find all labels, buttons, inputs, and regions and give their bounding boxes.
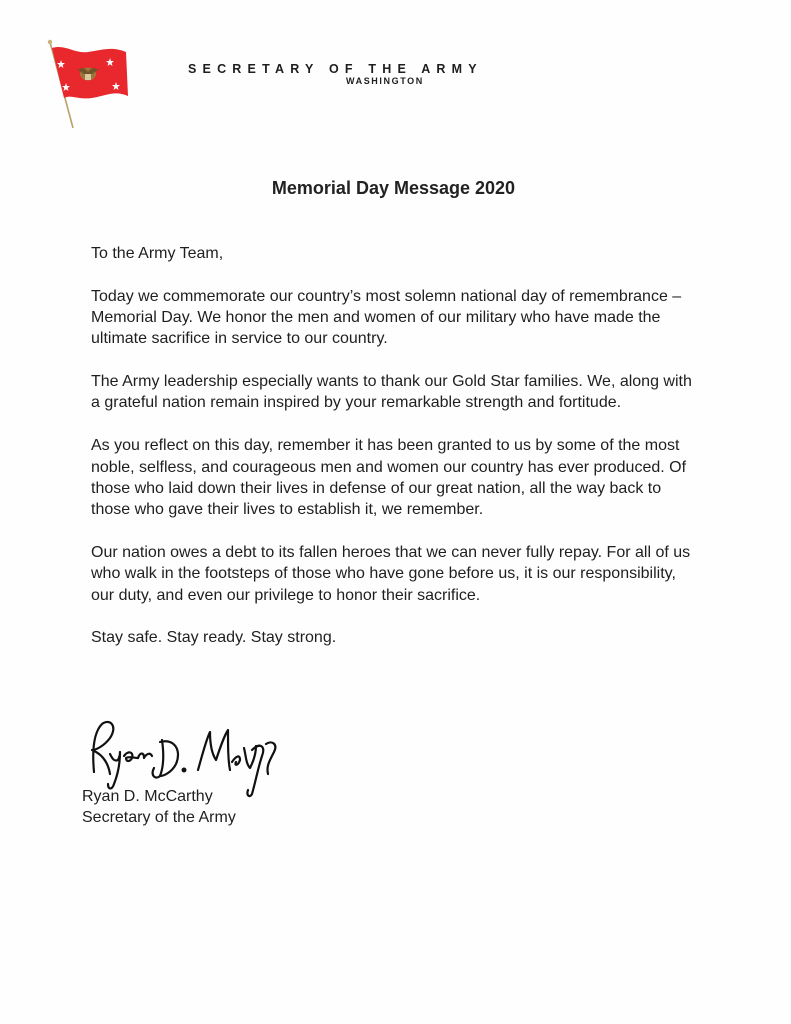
- letterhead-location: WASHINGTON: [346, 76, 424, 86]
- paragraph-1: Today we commemorate our country’s most solemn national day of remembrance – Memorial Day. We honor the men and women of our military who have made the ultimate sacrifice in service to our country.: [91, 287, 682, 348]
- paragraph-4: Our nation owes a debt to its fallen heroes that we can never fully repay. For all of us who walk in the footsteps of those who have gone before us, it is our responsibility, our duty, and even our privilege to honor their sacrifice.: [91, 543, 691, 604]
- closing-line: Stay safe. Stay ready. Stay strong.: [91, 629, 337, 647]
- letterhead-title: SECRETARY OF THE ARMY: [188, 62, 483, 76]
- signatory-name: Ryan D. McCarthy: [82, 788, 213, 805]
- letter-body: [91, 243, 701, 670]
- signatory-title: Secretary of the Army: [82, 809, 236, 826]
- paragraph-3: As you reflect on this day, remember it has been granted to us by some of the most noble, selfless, and courageous men and women our country has ever produced. Of those who laid down their lives in defense of our great nation, all the way back to those who gave their lives to establish it, we remember.: [91, 437, 687, 519]
- document-heading: Memorial Day Message 2020: [271, 178, 516, 198]
- salutation: To the Army Team,: [91, 245, 224, 262]
- paragraph-2: The Army leadership especially wants to thank our Gold Star families. We, along with a grateful nation remain inspired by your remarkable strength and fortitude.: [91, 373, 692, 412]
